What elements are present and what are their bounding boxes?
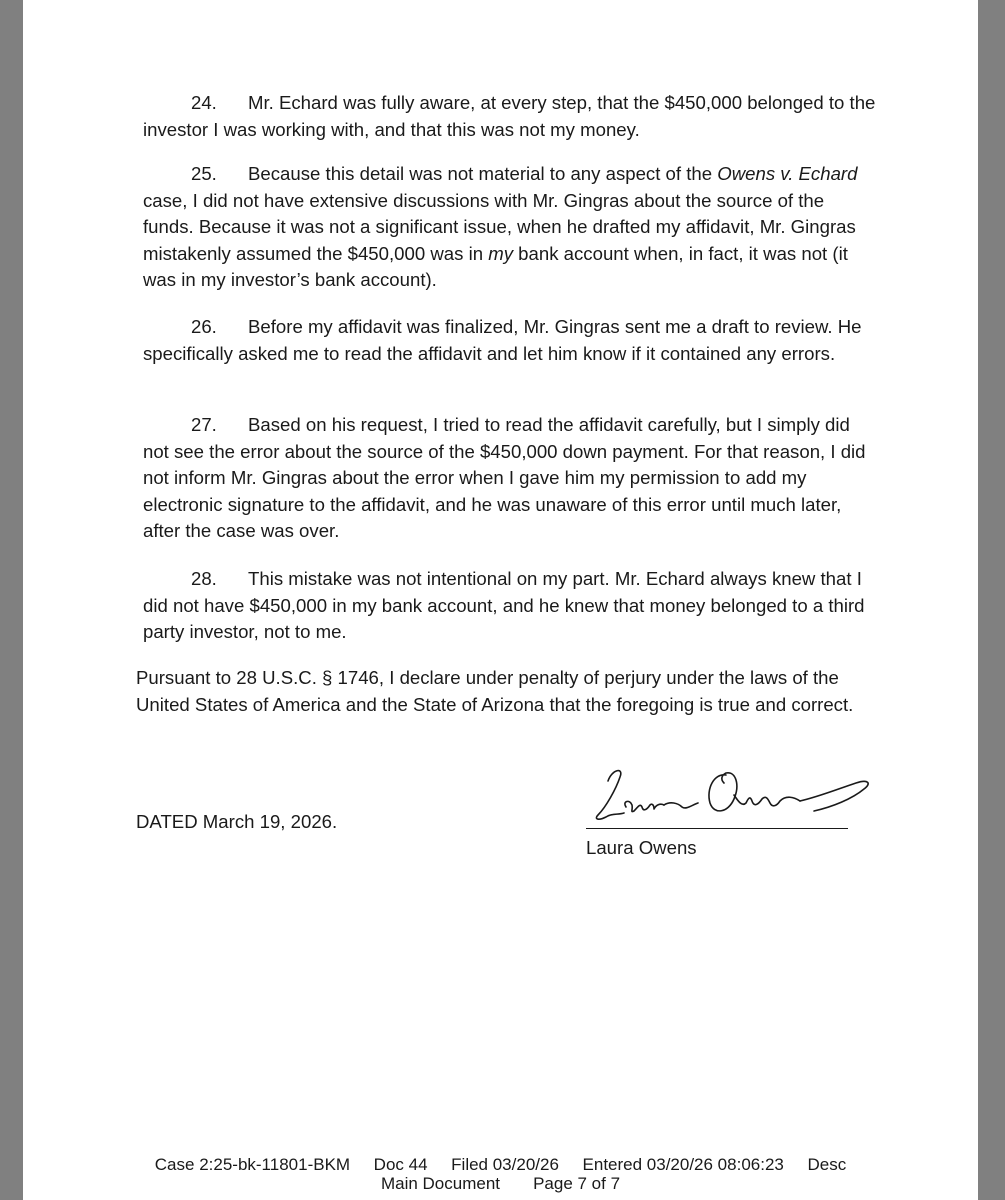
court-filing-header: Case 2:25-bk-11801-BKM Doc 44 Filed 03/20/26 Entered 03/20/26 08:06:23 Desc	[154, 1155, 847, 1174]
signer-name: Laura Owens	[586, 837, 697, 858]
paragraph-text	[143, 414, 866, 541]
paragraph-28	[143, 566, 878, 646]
text-run: Because this detail was not material to any aspect of the	[248, 163, 718, 184]
paragraph-number: 28.	[191, 568, 217, 589]
paragraph-text	[143, 568, 865, 642]
paragraph-25	[143, 161, 878, 294]
text-run: This mistake was not intentional on my part. Mr. Echard always knew that I did not have $450,000 in my bank account, and he knew that money belonged to a third party investor, not to me.	[143, 568, 865, 642]
signature-line	[586, 828, 848, 829]
handwritten-signature	[568, 755, 888, 835]
paragraph-26	[143, 314, 878, 367]
italic-text: Owens v. Echard	[717, 163, 858, 184]
paragraph-number: 24.	[191, 92, 217, 113]
text-run: case, I did not have extensive discussions with Mr. Gingras about the source of the funds. Because it was not a significant issue, when he drafted my affidavit, Mr. Gingras mistakenly assumed the $450,000 was in	[143, 189, 856, 264]
paragraph-number: 27.	[191, 414, 217, 435]
text-run: Mr. Echard was fully aware, at every step, that the $450,000 belonged to the investor I was working with, and that this was not my money.	[143, 92, 876, 140]
italic-text: my	[488, 242, 514, 264]
page-footer: Main Document Page 7 of 7	[380, 1174, 621, 1193]
text-run: bank account when, in fact, it was not (it was in my investor’s bank account).	[143, 242, 848, 290]
paragraph-number: 25.	[191, 163, 217, 184]
text-run: Based on his request, I tried to read the affidavit carefully, but I simply did not see the error about the source of the $450,000 down payment. For that reason, I did not inform Mr. Gingras about the error when I gave him my permission to add my electronic signature to the affidavit, and he was unaware of this error until much later, after the case was over.	[143, 414, 866, 541]
dated-line: DATED March 19, 2026.	[136, 811, 338, 832]
document-page	[23, 0, 978, 1200]
paragraph-27	[143, 412, 878, 545]
paragraph-text	[143, 92, 875, 140]
paragraph-text	[143, 316, 862, 364]
declaration-statement: Pursuant to 28 U.S.C. § 1746, I declare under penalty of perjury under the laws of the United States of America and the State of Arizona that the foregoing is true and correct.	[136, 667, 854, 715]
signature-graphic	[568, 755, 888, 835]
text-run: Before my affidavit was finalized, Mr. Gingras sent me a draft to review. He specifically asked me to read the affidavit and let him know if it contained any errors.	[143, 316, 862, 364]
paragraph-24	[143, 90, 878, 143]
paragraph-number: 26.	[191, 316, 217, 337]
paragraph-text	[143, 163, 857, 290]
